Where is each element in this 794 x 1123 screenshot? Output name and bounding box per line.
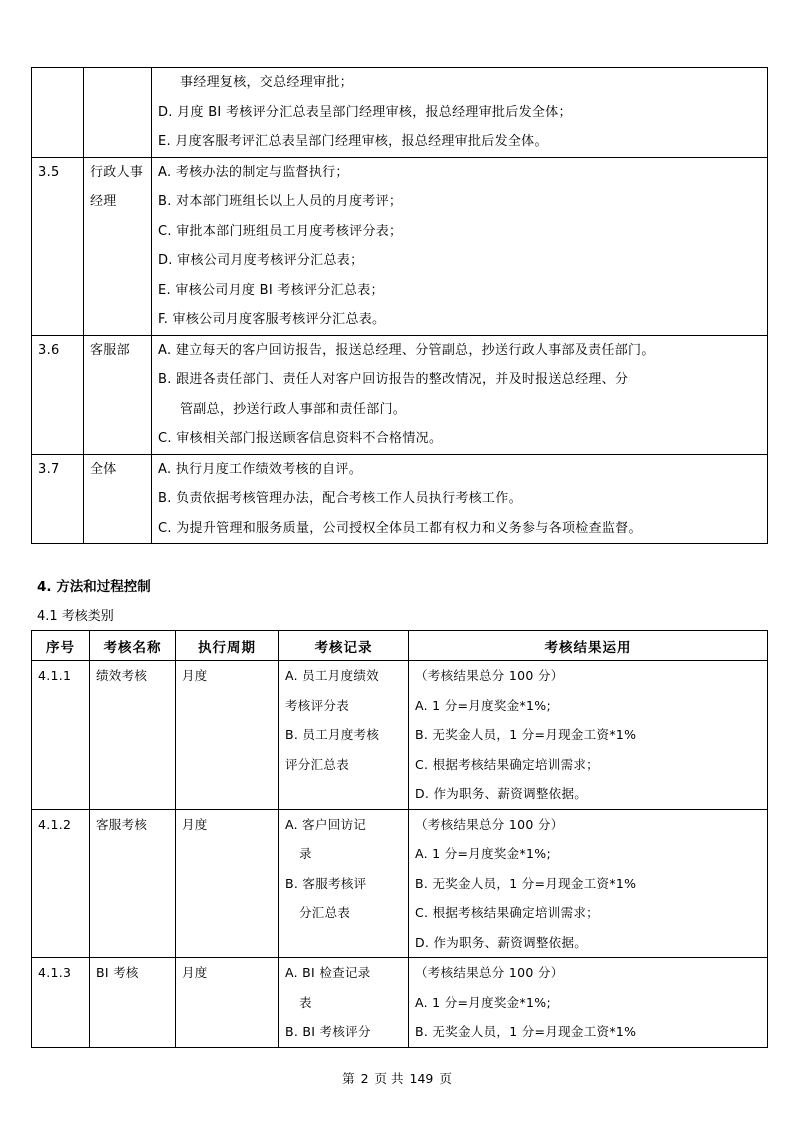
duty-role: 全体 bbox=[84, 454, 152, 544]
record-line: 考核评分表 bbox=[285, 697, 350, 713]
result-line: A. 1 分=月度奖金*1%; bbox=[415, 697, 551, 713]
duty-items bbox=[152, 68, 768, 158]
duty-item: E. 月度客服考评汇总表呈部门经理审核，报总经理审批后发全体。 bbox=[158, 134, 548, 149]
category-name: 客服考核 bbox=[90, 809, 176, 958]
duty-item: 事经理复核，交总经理审批； bbox=[180, 75, 353, 90]
result-line: B. 无奖金人员，1 分=月现金工资*1% bbox=[415, 1024, 637, 1039]
duty-no bbox=[32, 68, 84, 158]
category-no: 4.1.1 bbox=[32, 661, 90, 810]
duty-item: F. 审核公司月度客服考核评分汇总表。 bbox=[158, 312, 386, 327]
result-line: D. 作为职务、薪资调整依据。 bbox=[415, 786, 588, 801]
record-line: B. 员工月度考核 bbox=[285, 727, 380, 742]
record-line: 分汇总表 bbox=[299, 905, 351, 920]
category-records bbox=[279, 661, 409, 810]
table-row bbox=[32, 661, 768, 810]
record-line: 录 bbox=[299, 846, 312, 861]
record-line: A. 客户回访记 bbox=[285, 816, 367, 832]
category-table bbox=[31, 630, 768, 1048]
result-line: （考核结果总分 100 分） bbox=[415, 668, 564, 683]
duty-item: A. 建立每天的客户回访报告，报送总经理、分管副总，抄送行政人事部及责任部门。 bbox=[158, 342, 655, 358]
result-line: A. 1 分=月度奖金*1%; bbox=[415, 994, 551, 1010]
record-line: 表 bbox=[299, 994, 312, 1010]
category-no: 4.1.2 bbox=[32, 809, 90, 958]
footer-text: 页 共 bbox=[374, 1071, 404, 1086]
category-cycle: 月度 bbox=[176, 809, 279, 958]
result-line: （考核结果总分 100 分） bbox=[415, 965, 564, 980]
category-name: BI 考核 bbox=[90, 958, 176, 1048]
record-line: B. 客服考核评 bbox=[285, 875, 367, 891]
result-line: C. 根据考核结果确定培训需求； bbox=[415, 905, 599, 920]
duty-item: B. 负责依据考核管理办法，配合考核工作人员执行考核工作。 bbox=[158, 491, 522, 506]
record-line: A. 员工月度绩效 bbox=[285, 668, 379, 683]
category-records bbox=[279, 958, 409, 1048]
duty-no: 3.7 bbox=[32, 454, 84, 544]
duty-item: C. 审批本部门班组员工月度考核评分表； bbox=[158, 223, 403, 239]
result-line: （考核结果总分 100 分） bbox=[415, 816, 564, 832]
table-row bbox=[32, 454, 768, 544]
record-line: B. BI 考核评分 bbox=[285, 1024, 371, 1039]
duty-item: D. 审核公司月度考核评分汇总表； bbox=[158, 253, 364, 268]
page-total: 149 bbox=[409, 1071, 434, 1086]
subsection-title: 4.1 考核类别 bbox=[37, 609, 114, 624]
duty-item: C. 审核相关部门报送顾客信息资料不合格情况。 bbox=[158, 431, 443, 446]
duty-item: B. 对本部门班组长以上人员的月度考评； bbox=[158, 194, 403, 209]
category-name: 绩效考核 bbox=[90, 661, 176, 810]
column-header: 考核记录 bbox=[279, 631, 409, 661]
column-header: 序号 bbox=[32, 631, 90, 661]
record-line: A. BI 检查记录 bbox=[285, 965, 371, 980]
footer-text: 第 bbox=[342, 1071, 355, 1086]
column-header: 执行周期 bbox=[176, 631, 279, 661]
category-results bbox=[409, 809, 768, 958]
duty-role: 客服部 bbox=[84, 335, 152, 454]
table-row bbox=[32, 958, 768, 1048]
duty-table bbox=[31, 67, 768, 544]
duty-item: E. 审核公司月度 BI 考核评分汇总表； bbox=[158, 282, 384, 298]
duty-role bbox=[84, 68, 152, 158]
result-line: B. 无奖金人员，1 分=月现金工资*1% bbox=[415, 727, 637, 742]
duty-item: 管副总，抄送行政人事部和责任部门。 bbox=[180, 401, 407, 417]
result-line: D. 作为职务、薪资调整依据。 bbox=[415, 934, 588, 950]
category-results bbox=[409, 958, 768, 1048]
page-number: 2 bbox=[360, 1071, 369, 1086]
record-line: 评分汇总表 bbox=[285, 756, 350, 772]
table-row bbox=[32, 68, 768, 158]
table-header-row bbox=[32, 631, 768, 661]
result-line: C. 根据考核结果确定培训需求； bbox=[415, 756, 599, 772]
category-cycle: 月度 bbox=[176, 958, 279, 1048]
duty-item: A. 考核办法的制定与监督执行； bbox=[158, 164, 349, 180]
page-footer bbox=[0, 1069, 794, 1087]
result-line: A. 1 分=月度奖金*1%; bbox=[415, 846, 551, 861]
duty-item: C. 为提升管理和服务质量，公司授权全体员工都有权力和义务参与各项检查监督。 bbox=[158, 520, 642, 536]
duty-no: 3.6 bbox=[32, 335, 84, 454]
table-row bbox=[32, 157, 768, 335]
duty-item: B. 跟进各责任部门、责任人对客户回访报告的整改情况，并及时报送总经理、分 bbox=[158, 372, 629, 387]
duty-item: A. 执行月度工作绩效考核的自评。 bbox=[158, 461, 363, 477]
table-row bbox=[32, 335, 768, 454]
category-records bbox=[279, 809, 409, 958]
category-cycle: 月度 bbox=[176, 661, 279, 810]
column-header: 考核名称 bbox=[90, 631, 176, 661]
category-results bbox=[409, 661, 768, 810]
duty-item: D. 月度 BI 考核评分汇总表呈部门经理审核，报总经理审批后发全体； bbox=[158, 104, 572, 120]
duty-role: 行政人事经理 bbox=[84, 157, 152, 335]
section-title: 4. 方法和过程控制 bbox=[37, 579, 151, 595]
table-row bbox=[32, 809, 768, 958]
category-no: 4.1.3 bbox=[32, 958, 90, 1048]
duty-items bbox=[152, 335, 768, 454]
footer-text: 页 bbox=[439, 1071, 452, 1086]
duty-items bbox=[152, 454, 768, 544]
duty-items bbox=[152, 157, 768, 335]
column-header: 考核结果运用 bbox=[409, 631, 768, 661]
result-line: B. 无奖金人员，1 分=月现金工资*1% bbox=[415, 875, 637, 891]
duty-no: 3.5 bbox=[32, 157, 84, 335]
